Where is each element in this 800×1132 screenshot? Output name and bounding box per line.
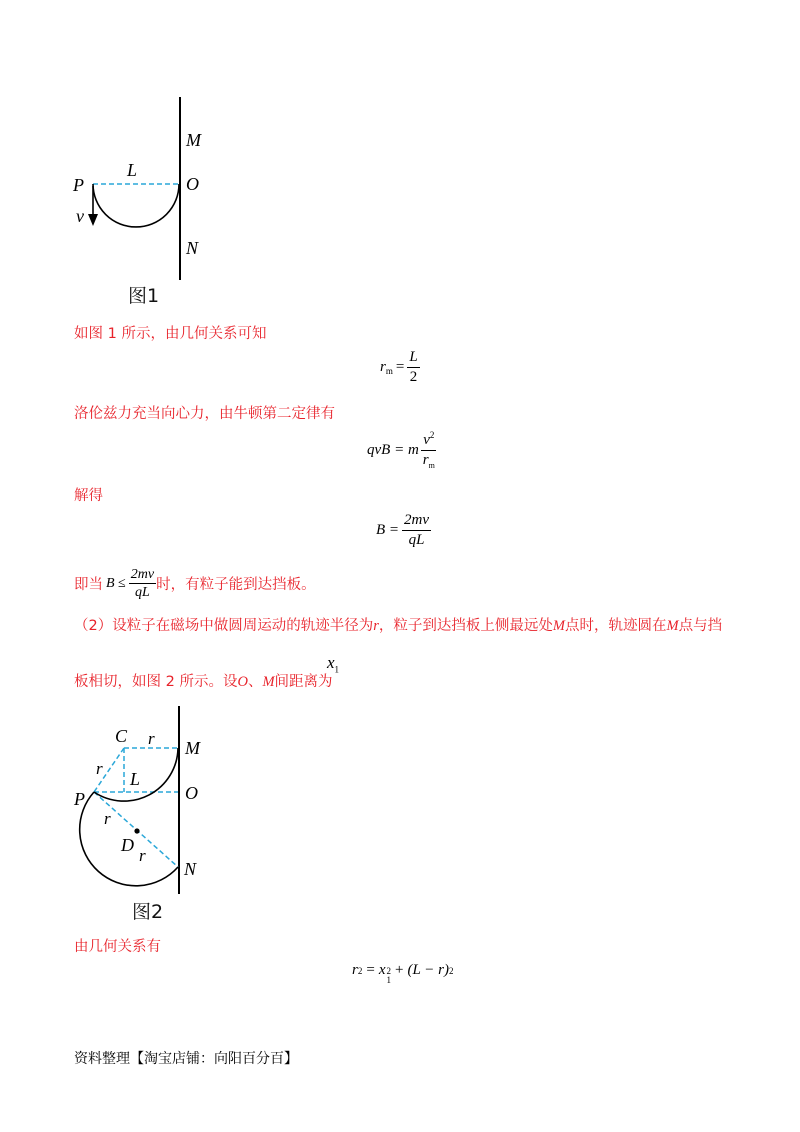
- label-L: L: [127, 160, 138, 180]
- footer-source: 资料整理【淘宝店铺：向阳百分百】: [74, 1051, 298, 1067]
- paragraph-4: 即当 B ≤ $\frac{2mv}{qL}$ 时，有粒子能到达挡板。: [74, 567, 316, 601]
- paragraph-6: 板相切，如图 2 所示。设O、M间距离为: [74, 674, 333, 690]
- label-O: O: [185, 783, 198, 803]
- label-r-low: r: [139, 846, 146, 865]
- label-N: N: [186, 238, 199, 258]
- label-D: D: [121, 835, 134, 855]
- paragraph-7: 由几何关系有: [74, 939, 161, 955]
- label-L: L: [130, 769, 141, 789]
- variable-x1: $x_1$: [327, 653, 340, 675]
- label-M: M: [186, 130, 201, 150]
- paragraph-1: 如图 1 所示，由几何关系可知: [74, 326, 267, 342]
- label-P: P: [74, 789, 85, 809]
- figure-1-caption: 图1: [128, 285, 160, 307]
- label-P: P: [73, 175, 84, 195]
- figure-2-caption: 图2: [132, 901, 164, 923]
- label-C: C: [115, 726, 128, 746]
- paragraph-3: 解得: [74, 488, 103, 504]
- paragraph-2: 洛伦兹力充当向心力，由牛顿第二定律有: [74, 406, 335, 422]
- equation-2: qvB = m $\frac{v^2}{r_m}$: [367, 430, 435, 470]
- figure-2: [60, 700, 240, 900]
- label-r-left: r: [96, 759, 103, 778]
- paragraph-5: （2）设粒子在磁场中做圆周运动的轨迹半径为r，粒子到达挡板上侧最远处M点时，轨迹圆在M点与挡: [74, 618, 723, 634]
- velocity-arrowhead: [88, 214, 98, 226]
- equation-1: r $_m$ = $\frac{L}{2}$: [380, 349, 418, 385]
- label-M: M: [185, 738, 200, 758]
- label-r-mid: r: [104, 809, 111, 828]
- label-r-top: r: [148, 729, 155, 748]
- point-D: [134, 828, 139, 833]
- equation-3: B = $\frac{2mv}{qL}$: [376, 512, 430, 548]
- semicircle-arc: [93, 184, 179, 227]
- figure-1: [60, 90, 240, 310]
- label-N: N: [184, 859, 197, 879]
- label-O: O: [186, 174, 199, 194]
- label-v: v: [76, 206, 84, 226]
- equation-4: r 2 = x 2 1 + (L − r) 2: [352, 962, 454, 985]
